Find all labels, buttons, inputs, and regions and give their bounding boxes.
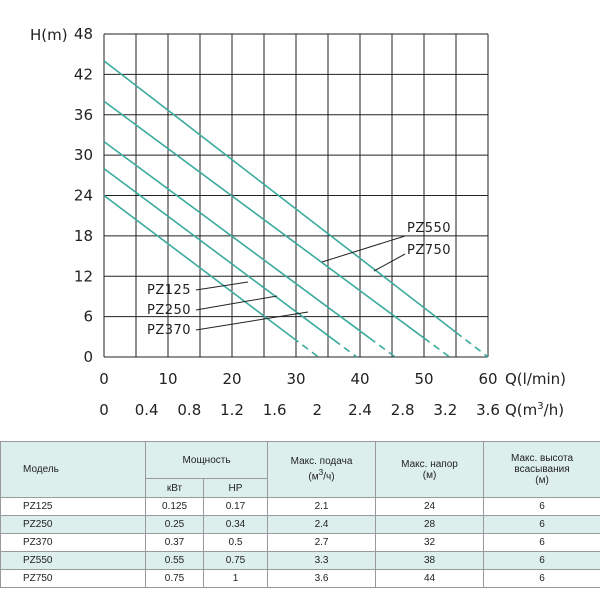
cell-model: PZ125 xyxy=(1,498,146,516)
curve-pz370-dashed xyxy=(370,338,396,357)
cell-max-flow: 3.3 xyxy=(268,552,376,570)
curve-pz250 xyxy=(104,169,334,341)
leader-pz250 xyxy=(196,296,277,310)
cell-max-flow: 2.1 xyxy=(268,498,376,516)
header-kw: кВт xyxy=(146,479,204,498)
cell-max-head: 28 xyxy=(376,516,484,534)
cell-kw: 0.75 xyxy=(146,570,204,588)
header-power: Мощность xyxy=(146,442,268,479)
cell-max-suction: 6 xyxy=(484,570,600,588)
cell-max-suction: 6 xyxy=(484,516,600,534)
x-volume-tick-label: 3.2 xyxy=(433,401,458,419)
leader-pz750 xyxy=(374,254,405,271)
x-axis-flow-label: Q(l/min) xyxy=(505,370,567,388)
header-max-head: Макс. напор (м) xyxy=(376,442,484,498)
x-volume-tick-label: 0 xyxy=(99,401,109,419)
y-tick-label: 6 xyxy=(83,307,93,326)
x-flow-tick-label: 0 xyxy=(99,370,109,388)
cell-model: PZ750 xyxy=(1,570,146,588)
y-axis-ticks xyxy=(74,25,93,366)
curve-label-pz250: PZ250 xyxy=(147,303,192,318)
table-row xyxy=(1,534,600,552)
curve-pz250-dashed xyxy=(334,340,356,357)
curve-pz370 xyxy=(104,142,370,338)
curve-pz125-dashed xyxy=(293,338,319,357)
x-flow-tick-label: 10 xyxy=(158,370,178,388)
cell-max-flow: 2.4 xyxy=(268,516,376,534)
cell-hp: 0.17 xyxy=(204,498,268,516)
x-flow-tick-label: 40 xyxy=(350,370,370,388)
y-axis-label: H(m) xyxy=(30,26,68,44)
x-flow-tick-label: 30 xyxy=(286,370,306,388)
cell-model: PZ370 xyxy=(1,534,146,552)
header-hp: HP xyxy=(204,479,268,498)
cell-max-head: 38 xyxy=(376,552,484,570)
x-volume-tick-label: 2 xyxy=(312,401,323,419)
cell-hp: 0.5 xyxy=(204,534,268,552)
table-row xyxy=(1,570,600,588)
x-axis-volume-ticks xyxy=(99,401,500,419)
header-max-suction: Макс. высота всасывания (м) xyxy=(484,442,600,498)
y-tick-label: 12 xyxy=(73,267,93,286)
curve-label-pz370: PZ370 xyxy=(147,323,192,338)
cell-max-head: 44 xyxy=(376,570,484,588)
x-volume-tick-label: 0.4 xyxy=(134,401,159,419)
x-flow-tick-label: 20 xyxy=(222,370,242,388)
y-tick-label: 24 xyxy=(73,186,93,205)
table-row xyxy=(1,498,600,516)
curve-pz750-dashed xyxy=(456,332,488,357)
x-volume-tick-label: 2.4 xyxy=(348,401,372,419)
cell-max-suction: 6 xyxy=(484,534,600,552)
x-flow-tick-label: 60 xyxy=(478,370,498,388)
cell-kw: 0.125 xyxy=(146,498,204,516)
y-tick-label: 0 xyxy=(83,348,93,366)
curve-label-pz125: PZ125 xyxy=(147,283,192,298)
leader-pz550 xyxy=(322,236,405,262)
table-row xyxy=(1,516,600,534)
cell-max-flow: 2.7 xyxy=(268,534,376,552)
cell-kw: 0.55 xyxy=(146,552,204,570)
cell-hp: 1 xyxy=(204,570,268,588)
cell-max-head: 24 xyxy=(376,498,484,516)
curve-label-pz550: PZ550 xyxy=(407,221,452,236)
header-model: Модель xyxy=(1,442,146,498)
y-tick-label: 42 xyxy=(73,65,93,84)
cell-max-suction: 6 xyxy=(484,552,600,570)
y-tick-label: 36 xyxy=(73,105,93,124)
x-axis-flow-ticks xyxy=(99,370,497,388)
cell-hp: 0.75 xyxy=(204,552,268,570)
cell-model: PZ550 xyxy=(1,552,146,570)
cell-hp: 0.34 xyxy=(204,516,268,534)
x-volume-tick-label: 0.8 xyxy=(177,401,202,419)
cell-max-suction: 6 xyxy=(484,498,600,516)
table-header-row xyxy=(1,442,600,479)
cell-model: PZ250 xyxy=(1,516,146,534)
cell-max-head: 32 xyxy=(376,534,484,552)
leader-pz370 xyxy=(196,312,308,330)
cell-kw: 0.37 xyxy=(146,534,204,552)
pump-spec-table xyxy=(0,441,600,588)
cell-max-flow: 3.6 xyxy=(268,570,376,588)
x-volume-tick-label: 1.6 xyxy=(262,401,287,419)
cell-kw: 0.25 xyxy=(146,516,204,534)
y-tick-label: 48 xyxy=(73,25,93,43)
header-max-flow: Макс. подача $(м^3/ч)$ xyxy=(268,442,376,498)
table-body xyxy=(1,498,600,588)
x-volume-tick-label: 2.8 xyxy=(390,401,415,419)
x-volume-tick-label: 1.2 xyxy=(220,401,244,419)
table-row xyxy=(1,552,600,570)
curve-label-pz750: PZ750 xyxy=(407,243,452,258)
y-tick-label: 18 xyxy=(73,226,93,245)
leader-pz125 xyxy=(196,282,248,290)
curve-pz550-dashed xyxy=(424,338,450,357)
x-axis-volume-label: $Q(m^3/h)$ xyxy=(505,401,565,419)
y-tick-label: 30 xyxy=(73,146,93,165)
x-volume-tick-label: 3.6 xyxy=(476,401,500,419)
x-flow-tick-label: 50 xyxy=(414,370,434,388)
